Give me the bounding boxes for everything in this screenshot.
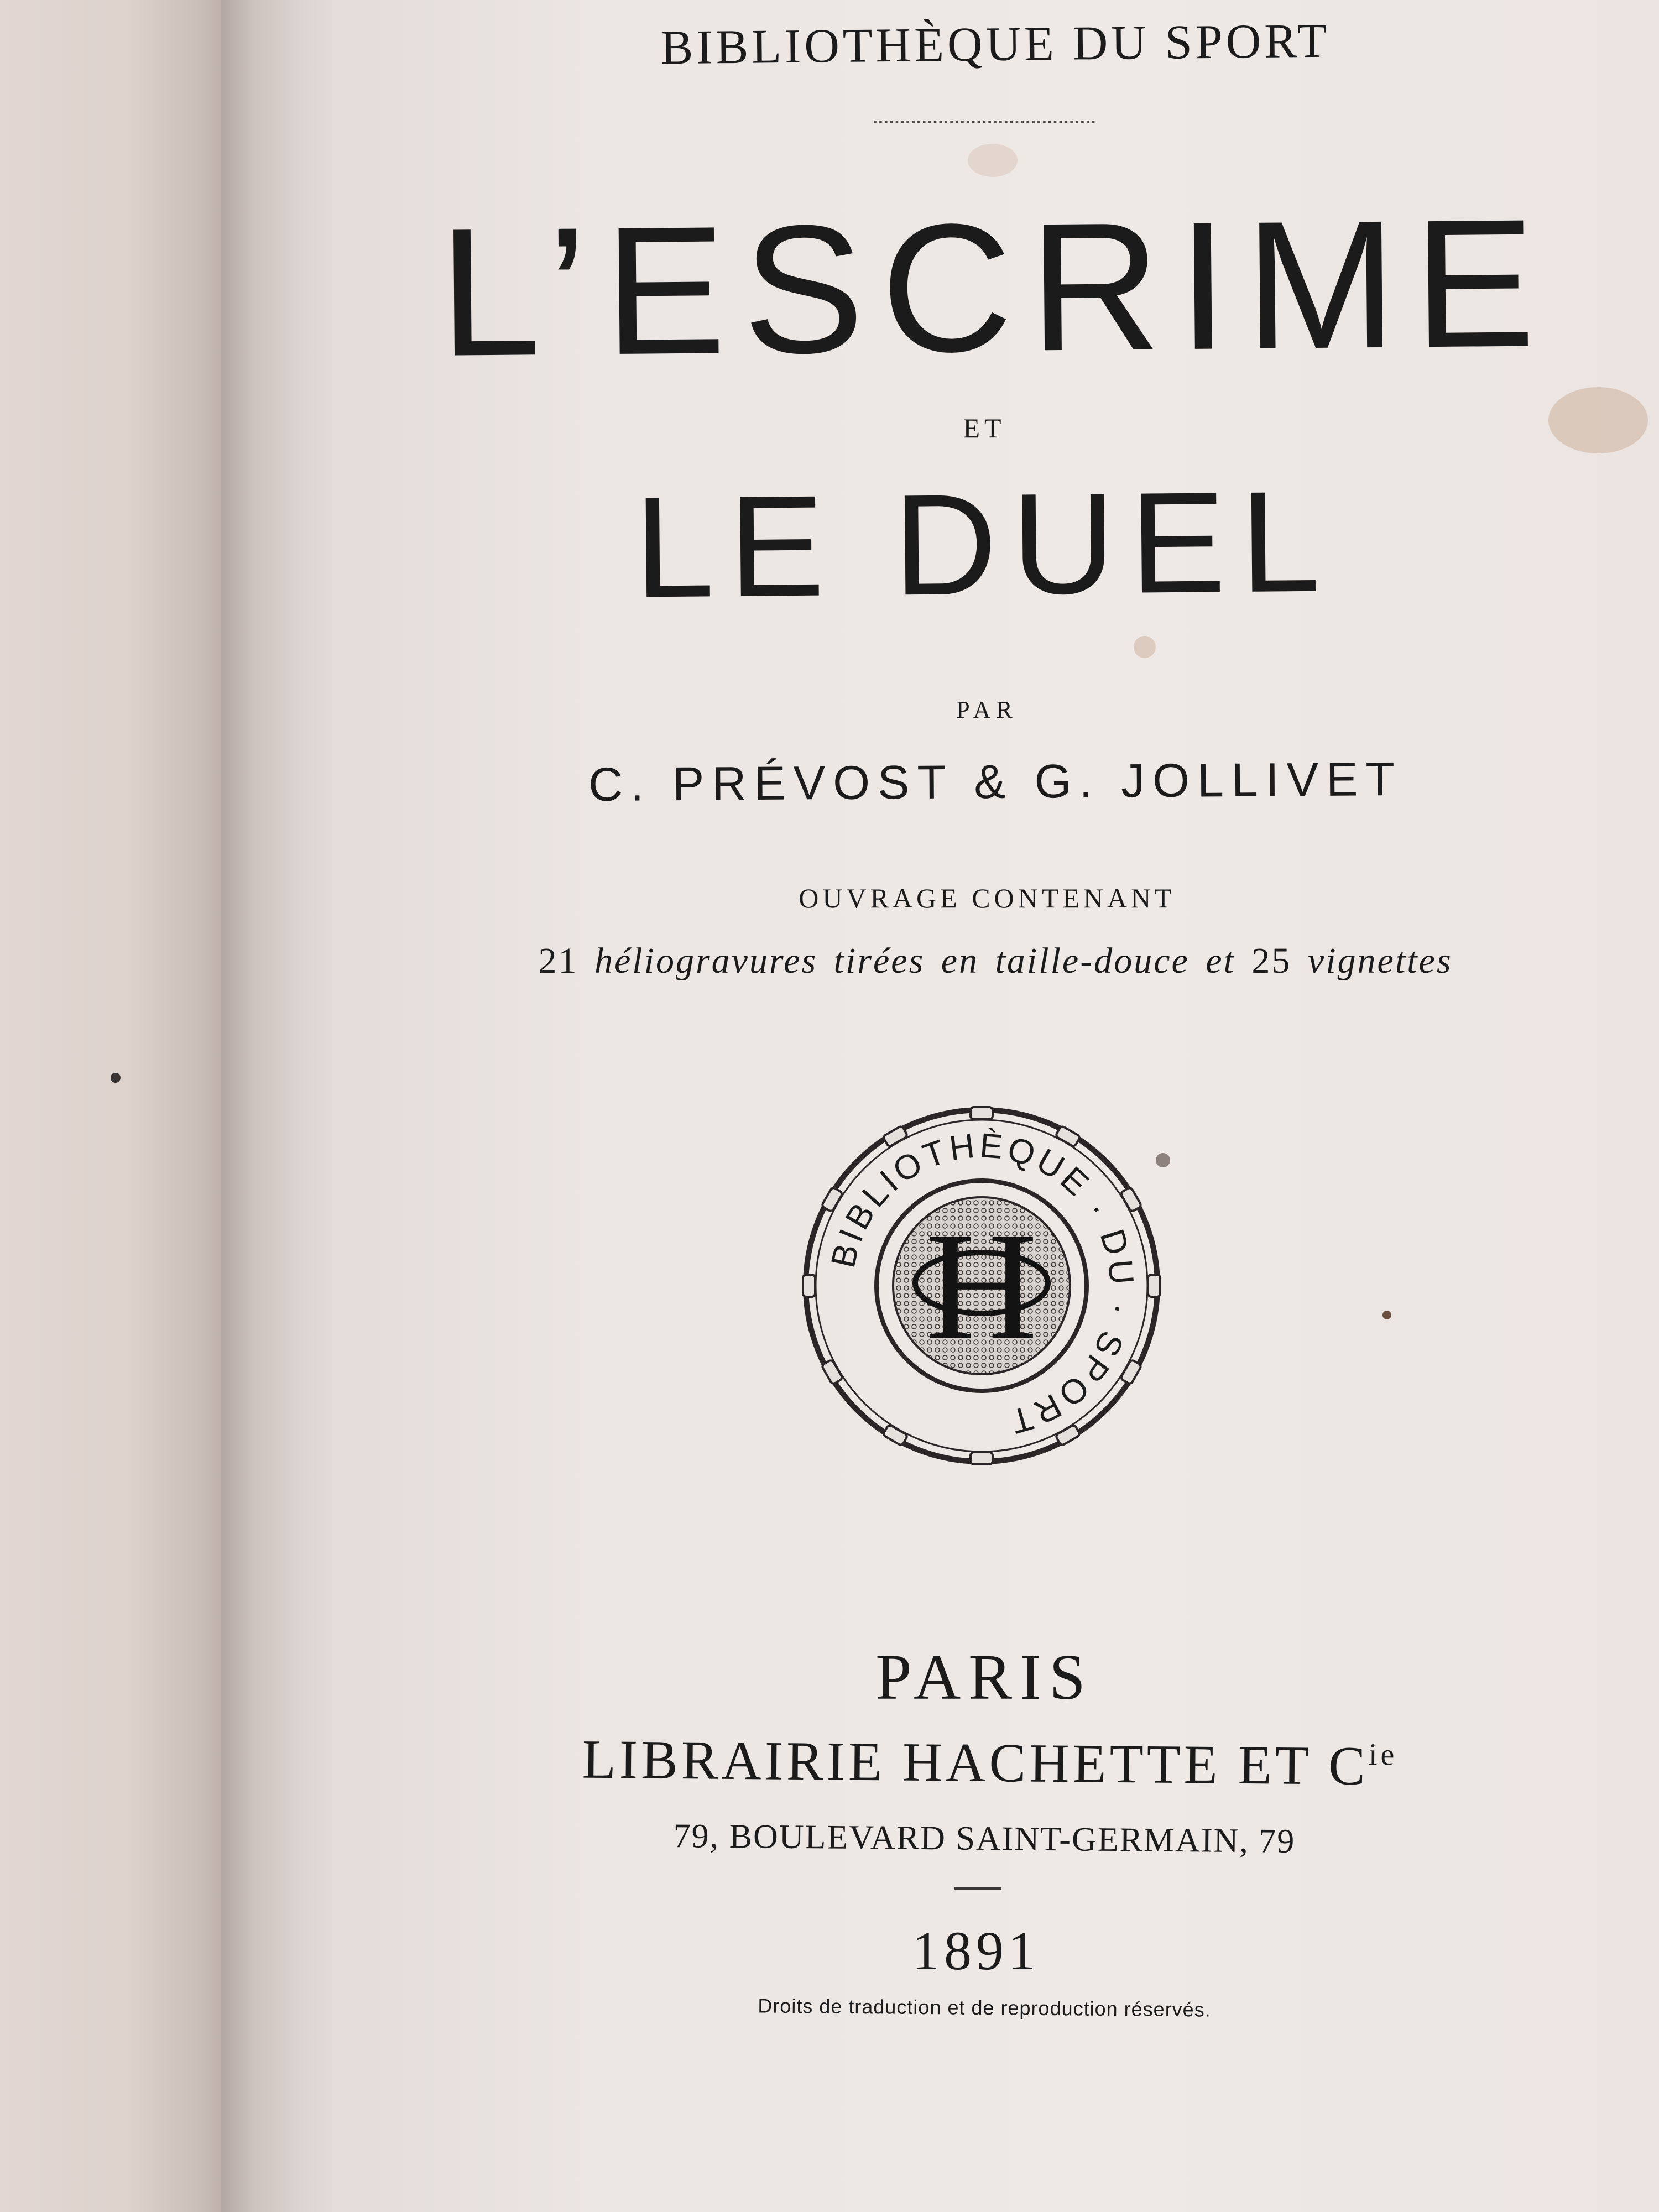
publisher-suffix: ie: [1368, 1737, 1398, 1772]
vignette-description: vignettes: [1307, 941, 1453, 981]
paper-stain: [1134, 636, 1156, 658]
publication-city: PARIS: [875, 1641, 1093, 1713]
previous-page: [0, 0, 232, 2212]
publisher-name: LIBRAIRIE HACHETTE ET C: [582, 1728, 1369, 1797]
contents-heading: OUVRAGE CONTENANT: [799, 883, 1176, 914]
book-subtitle: LE DUEL: [633, 461, 1335, 628]
vignette-count: 25: [1251, 941, 1292, 981]
publisher-address: 79, BOULEVARD SAINT-GERMAIN, 79: [673, 1817, 1296, 1860]
book-title: L’ESCRIME: [438, 180, 1553, 394]
seal-ring-text: BIBLIOTHÈQUE · DU · SPORT: [824, 1126, 1141, 1442]
paper-stain: [1548, 387, 1648, 453]
plate-description: héliogravures tirées en taille-douce: [594, 941, 1190, 981]
publication-year: 1891: [912, 1920, 1040, 1981]
publisher-seal-icon: [802, 1106, 1161, 1465]
rights-notice: Droits de traduction et de reproduction réservés.: [758, 1994, 1211, 2021]
plate-count: 21: [538, 941, 578, 981]
paper-spot: [1383, 1311, 1391, 1319]
series-name: BIBLIOTHÈQUE DU SPORT: [660, 14, 1331, 75]
paper-stain: [968, 144, 1018, 177]
title-conjunction: ET: [963, 413, 1006, 444]
paper-spot: [111, 1073, 121, 1083]
authors: C. PRÉVOST & G. JOLLIVET: [588, 752, 1403, 812]
seal-monogram: H: [925, 1200, 1038, 1372]
short-rule: [954, 1887, 1001, 1890]
by-label: PAR: [956, 696, 1018, 723]
contents-and: et: [1206, 941, 1235, 981]
contents-line: [538, 940, 1452, 982]
publisher: [582, 1728, 1398, 1798]
dotted-rule: [874, 121, 1095, 123]
